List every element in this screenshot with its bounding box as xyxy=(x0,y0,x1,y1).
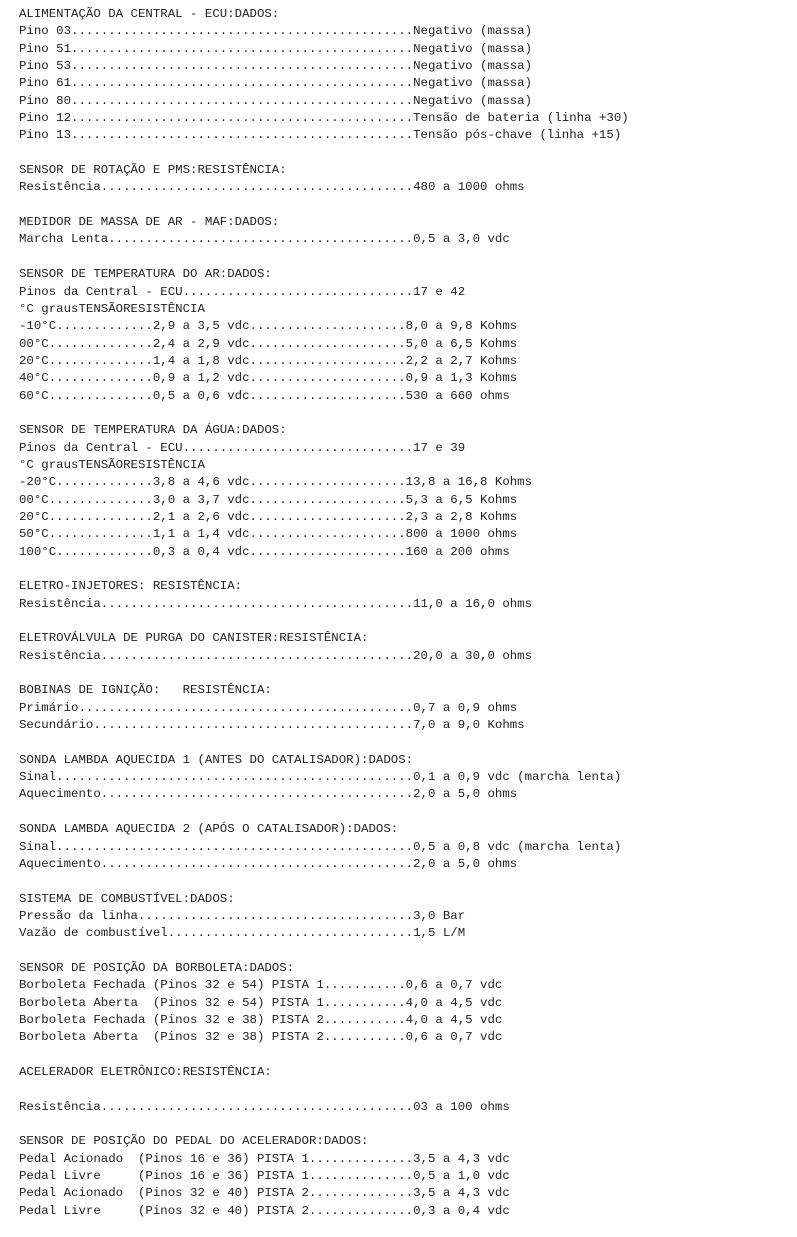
section-heading: BOBINAS DE IGNIÇÃO: RESISTÊNCIA: xyxy=(19,683,272,698)
data-line: 00°C..............3,0 a 3,7 vdc.....................5,3 a 6,5 Kohms xyxy=(19,492,518,507)
section-spacer xyxy=(19,613,797,630)
data-line: °C grausTENSÃORESISTÊNCIA xyxy=(19,457,205,472)
data-line: Resistência..........................................11,0 a 16,0 ohms xyxy=(19,596,533,611)
data-line: Pedal Livre (Pinos 32 e 40) PISTA 2..............0,3 a 0,4 vdc xyxy=(19,1203,510,1218)
section-spacer xyxy=(19,1047,797,1064)
data-line: Borboleta Fechada (Pinos 32 e 54) PISTA 1...........0,6 a 0,7 vdc xyxy=(19,978,503,993)
data-line: Secundário...........................................7,0 a 9,0 Kohms xyxy=(19,718,525,733)
section-spacer xyxy=(19,804,797,821)
section-heading: ALIMENTAÇÃO DA CENTRAL - ECU:DADOS: xyxy=(19,7,280,21)
data-line: Pino 12..............................................Tensão de bateria (linha +30) xyxy=(19,111,629,126)
section-spacer xyxy=(19,197,797,214)
data-line: Pressão da linha.....................................3,0 Bar xyxy=(19,908,466,923)
section-spacer xyxy=(19,249,797,266)
section-5 xyxy=(19,422,797,561)
section-heading: SISTEMA DE COMBUSTÍVEL:DADOS: xyxy=(19,891,235,906)
section-spacer xyxy=(19,943,797,960)
data-line: °C grausTENSÃORESISTÊNCIA xyxy=(19,301,205,316)
section-1 xyxy=(19,6,797,145)
data-line: Pino 51..............................................Negativo (massa) xyxy=(19,41,533,56)
section-heading: SENSOR DE POSIÇÃO DA BORBOLETA:DADOS: xyxy=(19,960,295,975)
section-2 xyxy=(19,162,797,197)
section-9 xyxy=(19,752,797,804)
data-line: Pino 61..............................................Negativo (massa) xyxy=(19,76,533,91)
data-line: Pino 80..............................................Negativo (massa) xyxy=(19,93,533,108)
data-line: Aquecimento..........................................2,0 a 5,0 ohms xyxy=(19,787,518,802)
data-line: Vazão de combustível.................................1,5 L/M xyxy=(19,926,466,941)
data-line: 20°C..............2,1 a 2,6 vdc.....................2,3 a 2,8 Kohms xyxy=(19,509,518,524)
section-spacer xyxy=(19,405,797,422)
data-line: Resistência..........................................03 a 100 ohms xyxy=(19,1099,510,1114)
data-line: Sinal................................................0,5 a 0,8 vdc (marcha lenta) xyxy=(19,839,622,854)
data-line xyxy=(19,1081,797,1098)
section-14 xyxy=(19,1133,797,1220)
section-heading: SENSOR DE TEMPERATURA DA ÁGUA:DADOS: xyxy=(19,423,287,438)
data-line: 50°C..............1,1 a 1,4 vdc.....................800 a 1000 ohms xyxy=(19,527,518,542)
data-line: Pedal Acionado (Pinos 16 e 36) PISTA 1..............3,5 a 4,3 vdc xyxy=(19,1151,510,1166)
section-7 xyxy=(19,630,797,665)
data-line: Borboleta Aberta (Pinos 32 e 54) PISTA 1...........4,0 a 4,5 vdc xyxy=(19,995,503,1010)
section-spacer xyxy=(19,665,797,682)
data-line: Resistência..........................................480 a 1000 ohms xyxy=(19,180,525,195)
data-line: Pedal Acionado (Pinos 32 e 40) PISTA 2..............3,5 a 4,3 vdc xyxy=(19,1186,510,1201)
data-line: 00°C..............2,4 a 2,9 vdc.....................5,0 a 6,5 Kohms xyxy=(19,336,518,351)
data-line: -20°C.............3,8 a 4,6 vdc.....................13,8 a 16,8 Kohms xyxy=(19,475,533,490)
data-line: Aquecimento..........................................2,0 a 5,0 ohms xyxy=(19,856,518,871)
section-12 xyxy=(19,960,797,1047)
section-heading: SENSOR DE POSIÇÃO DO PEDAL DO ACELERADOR:DADOS: xyxy=(19,1134,369,1149)
data-line: 60°C..............0,5 a 0,6 vdc.....................530 a 660 ohms xyxy=(19,388,510,403)
section-heading: SONDA LAMBDA AQUECIDA 2 (APÓS O CATALISADOR):DADOS: xyxy=(19,822,399,837)
section-13 xyxy=(19,1064,797,1116)
section-4 xyxy=(19,266,797,405)
section-heading: ELETRO-INJETORES: RESISTÊNCIA: xyxy=(19,579,243,594)
section-spacer xyxy=(19,873,797,890)
data-line: Pino 13..............................................Tensão pós-chave (linha +15) xyxy=(19,128,622,143)
section-heading: ACELERADOR ELETRÔNICO:RESISTÊNCIA: xyxy=(19,1064,272,1079)
section-heading: MEDIDOR DE MASSA DE AR - MAF:DADOS: xyxy=(19,215,280,230)
data-line: Sinal................................................0,1 a 0,9 vdc (marcha lenta) xyxy=(19,770,622,785)
data-line: Pedal Livre (Pinos 16 e 36) PISTA 1..............0,5 a 1,0 vdc xyxy=(19,1169,510,1184)
data-line: Pino 03..............................................Negativo (massa) xyxy=(19,24,533,39)
section-heading: ELETROVÁLVULA DE PURGA DO CANISTER:RESISTÊNCIA: xyxy=(19,631,369,646)
data-line: Primário.............................................0,7 a 0,9 ohms xyxy=(19,700,518,715)
section-11 xyxy=(19,891,797,943)
section-spacer xyxy=(19,734,797,751)
data-line: Pinos da Central - ECU...............................17 e 39 xyxy=(19,440,466,455)
data-line: Resistência..........................................20,0 a 30,0 ohms xyxy=(19,648,533,663)
data-line: 20°C..............1,4 a 1,8 vdc.....................2,2 a 2,7 Kohms xyxy=(19,353,518,368)
data-line: Marcha Lenta.........................................0,5 a 3,0 vdc xyxy=(19,232,510,247)
section-3 xyxy=(19,214,797,249)
data-line: Pino 53..............................................Negativo (massa) xyxy=(19,59,533,74)
section-heading: SENSOR DE TEMPERATURA DO AR:DADOS: xyxy=(19,267,272,282)
section-heading: SENSOR DE ROTAÇÃO E PMS:RESISTÊNCIA: xyxy=(19,163,287,178)
section-8 xyxy=(19,682,797,734)
data-line: 100°C.............0,3 a 0,4 vdc.....................160 a 200 ohms xyxy=(19,544,510,559)
section-heading: SONDA LAMBDA AQUECIDA 1 (ANTES DO CATALISADOR):DADOS: xyxy=(19,752,414,767)
section-10 xyxy=(19,821,797,873)
section-spacer xyxy=(19,1116,797,1133)
section-spacer xyxy=(19,145,797,162)
section-spacer xyxy=(19,561,797,578)
data-line: Borboleta Fechada (Pinos 32 e 38) PISTA 2...........4,0 a 4,5 vdc xyxy=(19,1012,503,1027)
data-line: 40°C..............0,9 a 1,2 vdc.....................0,9 a 1,3 Kohms xyxy=(19,371,518,386)
data-line: -10°C.............2,9 a 3,5 vdc.....................8,0 a 9,8 Kohms xyxy=(19,319,518,334)
section-6 xyxy=(19,578,797,613)
data-line: Borboleta Aberta (Pinos 32 e 38) PISTA 2...........0,6 a 0,7 vdc xyxy=(19,1030,503,1045)
data-line: Pinos da Central - ECU...............................17 e 42 xyxy=(19,284,466,299)
